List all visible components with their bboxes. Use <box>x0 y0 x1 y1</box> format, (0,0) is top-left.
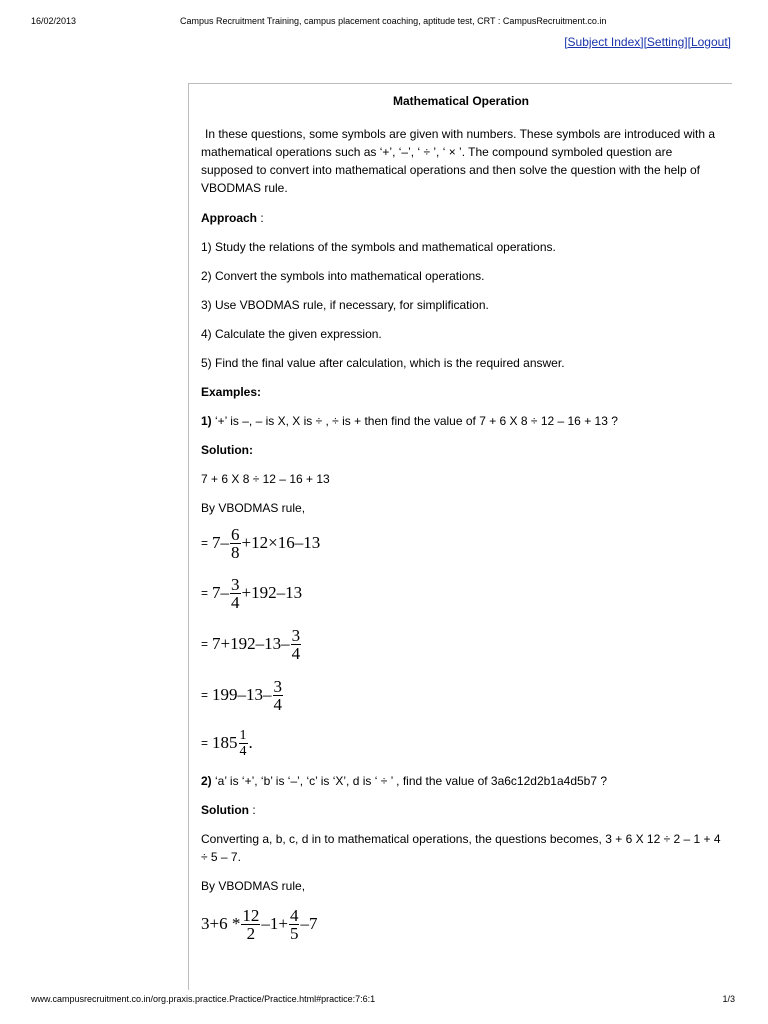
fraction-numerator: 12 <box>242 905 260 925</box>
fraction-denominator: 4 <box>291 643 301 663</box>
approach-heading <box>201 209 721 227</box>
example-1-question-text: ‘+’ is –, – is X, X is ÷ , ÷ is + then find the value of 7 + 6 X 8 ÷ 12 – 16 + 13 ? <box>211 414 618 428</box>
fraction <box>230 576 241 611</box>
equals-sign: = <box>201 536 209 550</box>
fraction-denominator: 4 <box>239 743 247 759</box>
fraction-numerator: 3 <box>273 676 283 696</box>
subject-index-link[interactable]: [Subject Index] <box>564 35 644 49</box>
page-header-title: Campus Recruitment Training, campus placement coaching, aptitude test, CRT : CampusRecruitment.co.in <box>180 16 607 26</box>
example-1-rule: By VBODMAS rule, <box>201 501 306 515</box>
math-step-2 <box>201 573 721 613</box>
equals-sign: = <box>201 637 209 651</box>
approach-label: Approach <box>201 211 258 225</box>
example-2-solution-heading <box>201 801 721 819</box>
example-2-solution-colon: : <box>249 803 256 817</box>
math-step-3 <box>201 624 721 664</box>
equals-sign: = <box>201 586 209 600</box>
example-2-number: 2) <box>201 774 212 788</box>
expr-post: –7 <box>300 914 318 933</box>
example-2-conversion: Converting a, b, c, d in to mathematical operations, the questions becomes, 3 + 6 X 12 ÷ 2 – 1 + 4 ÷ 5 – 7. <box>201 832 721 864</box>
math-step-3-pre: 7+192–13– <box>212 634 290 653</box>
example-2-expression <box>201 903 721 945</box>
math-step-2-post: +192–13 <box>241 583 303 602</box>
content-frame-top-border <box>188 83 732 84</box>
fraction <box>241 907 260 942</box>
fraction-numerator: 4 <box>289 905 299 925</box>
fraction-denominator: 2 <box>246 923 256 943</box>
answer-period: . <box>248 733 253 752</box>
fraction-numerator: 3 <box>231 574 240 594</box>
equals-sign: = <box>201 736 209 750</box>
examples-heading: Examples: <box>201 385 262 399</box>
math-step-1-post: +12×16–13 <box>241 533 321 552</box>
answer-fraction <box>239 728 248 759</box>
fraction-numerator: 1 <box>239 727 247 743</box>
fraction <box>230 526 241 561</box>
example-2-rule: By VBODMAS rule, <box>201 879 306 893</box>
example-1-expression: 7 + 6 X 8 ÷ 12 – 16 + 13 <box>201 472 330 486</box>
print-date: 16/02/2013 <box>31 16 77 26</box>
expr-mid: –1+ <box>261 914 288 933</box>
expr-pre: 3+6 * <box>201 914 241 933</box>
example-1-number: 1) <box>201 414 212 428</box>
top-nav <box>564 35 731 49</box>
math-step-2-pre: 7– <box>212 583 230 602</box>
approach-colon: : <box>257 211 264 225</box>
example-1-solution-label: Solution: <box>201 443 253 457</box>
setting-link[interactable]: [Setting] <box>643 35 688 49</box>
page-title: Mathematical Operation <box>392 94 530 108</box>
footer-page-number: 1/3 <box>722 994 735 1004</box>
intro-paragraph: In these questions, some symbols are given with numbers. These symbols are introduced with a mathematical operations such as ‘+’, ‘–’, ‘ ÷ ’, ‘ × ’. The compound symboled question are supposed to convert into mathematical operations and then solve the question with the help of VBODMAS rule. <box>201 127 716 195</box>
math-step-4-pre: 199–13– <box>212 685 272 704</box>
example-2-solution-label: Solution <box>201 803 249 817</box>
fraction-denominator: 8 <box>231 542 240 562</box>
fraction-numerator: 3 <box>291 625 301 645</box>
approach-step: 4) Calculate the given expression. <box>201 327 382 341</box>
content-frame-left-border <box>188 83 189 990</box>
approach-step: 5) Find the final value after calculation, which is the required answer. <box>201 356 565 370</box>
math-step-4 <box>201 675 721 715</box>
example-1-question <box>201 412 721 430</box>
answer-whole: 185 <box>212 733 238 752</box>
fraction <box>273 678 284 713</box>
fraction <box>291 627 302 662</box>
math-step-1-pre: 7– <box>212 533 230 552</box>
fraction <box>289 907 300 942</box>
content-panel <box>201 92 721 945</box>
approach-step: 3) Use VBODMAS rule, if necessary, for simplification. <box>201 298 489 312</box>
approach-step: 1) Study the relations of the symbols and mathematical operations. <box>201 240 556 254</box>
fraction-denominator: 4 <box>231 592 240 612</box>
fraction-numerator: 6 <box>231 524 240 544</box>
fraction-denominator: 4 <box>273 694 283 714</box>
example-2-question-text: ‘a’ is ‘+’, ‘b’ is ‘–’, ‘c’ is ‘X’, d is ‘ ÷ ’ , find the value of 3a6c12d2b1a4d5b7 ? <box>211 774 608 788</box>
approach-step: 2) Convert the symbols into mathematical operations. <box>201 269 485 283</box>
fraction-denominator: 5 <box>289 923 299 943</box>
example-2-question <box>201 772 721 790</box>
math-answer <box>201 726 721 760</box>
equals-sign: = <box>201 688 209 702</box>
logout-link[interactable]: [Logout] <box>687 35 731 49</box>
footer-url: www.campusrecruitment.co.in/org.praxis.practice.Practice/Practice.html#practice:7:6:1 <box>31 994 376 1004</box>
math-step-1 <box>201 523 721 563</box>
